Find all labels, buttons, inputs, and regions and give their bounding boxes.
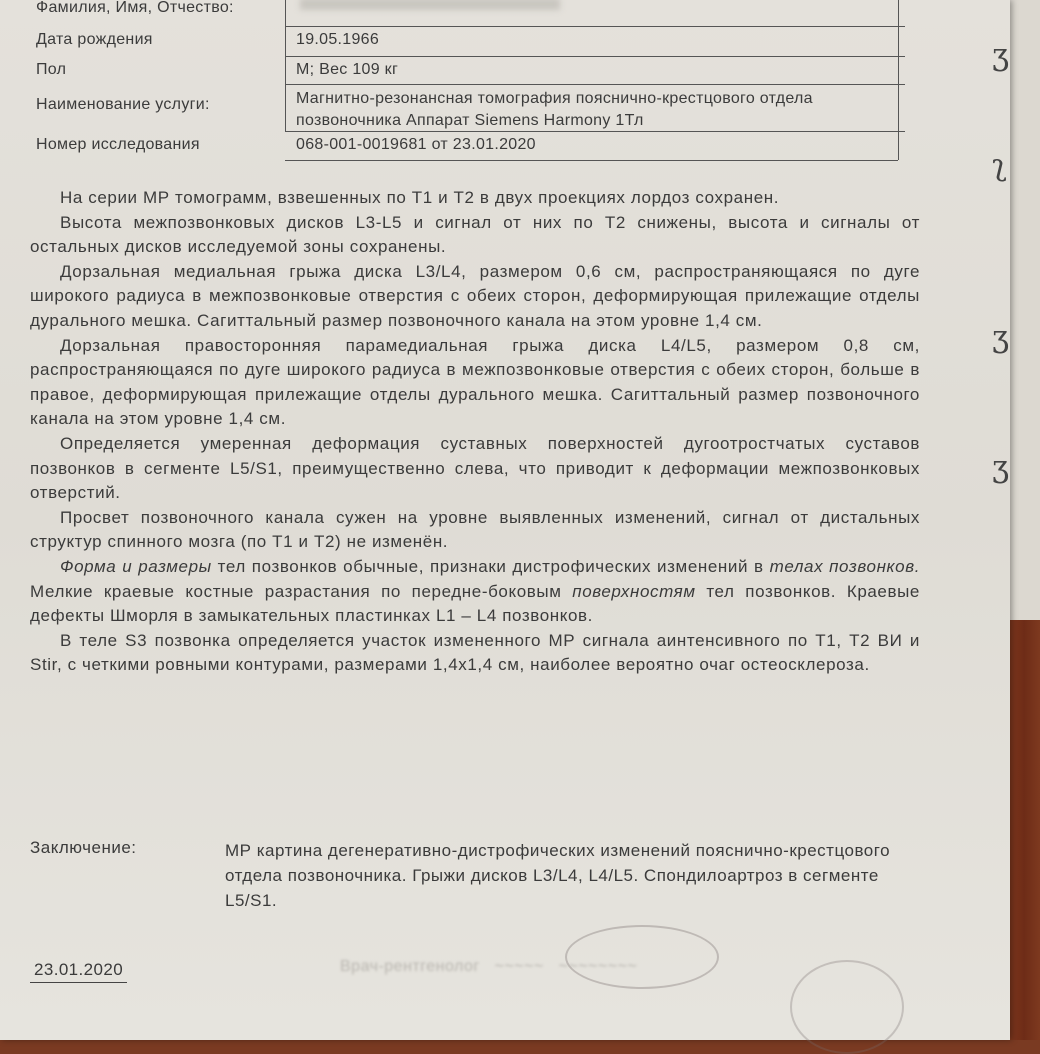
label-study-number: Номер исследования <box>36 136 200 153</box>
label-service: Наименование услуги: <box>36 96 210 113</box>
value-study-number: 068-001-0019681 от 23.01.2020 <box>296 136 536 153</box>
header-row-service <box>0 90 905 134</box>
value-sex-weight: М; Вес 109 кг <box>296 61 399 78</box>
header-row-study-number <box>0 131 905 161</box>
value-service: Магнитно-резонансная томография пояснично-крестцового отдела позвоночника Аппарат Siemens Harmony 1Тл <box>296 90 813 129</box>
paragraph-s3-lesion: В теле S3 позвонка определяется участок измененного МР сигнала аинтенсивного по Т1, Т2 ВИ и Stir, с четкими ровными контурами, размерами 1,4х1,4 см, наиболее вероятно очаг остеосклероза. <box>30 630 920 675</box>
margin-mark: ʒ <box>992 38 1009 73</box>
paragraph-spinal-canal: Просвет позвоночного канала сужен на уровне выявленных изменений, сигнал от дистальных структур спинного мозга (по Т1 и Т2) не изменён. <box>30 507 920 552</box>
paragraph-hernia-l3l4: Дорзальная медиальная грыжа диска L3/L4, размером 0,6 см, распространяющаяся по дуге широкого радиуса в межпозвонковые отверстия с обеих сторон, деформирующая прилежащие отделы дурального мешка. Сагиттальный размер позвоночного канала на этом уровне 1,4 см. <box>30 261 920 330</box>
label-fio: Фамилия, Имя, Отчество: <box>36 0 234 16</box>
paragraph-disc-height: Высота межпозвонковых дисков L3-L5 и сигнал от них по Т2 снижены, высота и сигналы от остальных дисков исследуемой зоны сохранены. <box>30 212 920 257</box>
report-body <box>30 186 920 678</box>
paragraph-hernia-l4l5: Дорзальная правосторонняя парамедиальная грыжа диска L4/L5, размером 0,8 см, распространяющаяся по дуге широкого радиуса в межпозвонковые отверстия с обеих сторон, больше в правое, деформирующая прилежащие отделы дурального мешка. Сагиттальный размер позвоночного канала на этом уровне 1,4 см. <box>30 335 920 429</box>
margin-mark: ʒ <box>992 320 1009 355</box>
conclusion-label: Заключение: <box>30 838 137 857</box>
margin-mark: ʅ <box>992 148 1007 183</box>
paragraph-lordosis: На серии МР томограмм, взвешенных по Т1 и Т2 в двух проекциях лордоз сохранен. <box>60 188 780 207</box>
redacted-name <box>300 0 560 10</box>
paragraph-vertebral-bodies: Форма и размеры тел позвонков обычные, признаки дистрофических изменений в телах позвонков. Мелкие краевые костные разрастания по передне-боковым поверхностям тел позвонков. Краевые дефекты Шморля в замыкательных пластинках L1 – L4 позвонков. <box>30 556 921 626</box>
paragraph-facet-deformation: Определяется умеренная деформация суставных поверхностей дугоотростчатых суставов позвонков в сегменте L5/S1, преимущественно слева, что приводит к деформации межпозвонковых отверстий. <box>30 433 920 503</box>
header-row-birthdate <box>0 26 905 56</box>
conclusion-text: МР картина дегенеративно-дистрофических изменений пояснично-крестцового отдела позвоночника. Грыжи дисков L3/L4, L4/L5. Спондилоартроз в сегменте L5/S1. <box>225 841 891 910</box>
value-birthdate: 19.05.1966 <box>296 31 380 48</box>
label-birthdate: Дата рождения <box>36 31 153 48</box>
doctor-signature-line: Врач-рентгенолог ~~~~~ ~~~~~~~~ <box>340 958 638 975</box>
report-date: 23.01.2020 <box>30 960 127 983</box>
margin-mark: ʒ <box>992 450 1009 485</box>
round-stamp <box>565 925 719 989</box>
header-row-sex <box>0 56 905 86</box>
label-sex: Пол <box>36 61 67 78</box>
header-row-fio <box>0 0 905 24</box>
